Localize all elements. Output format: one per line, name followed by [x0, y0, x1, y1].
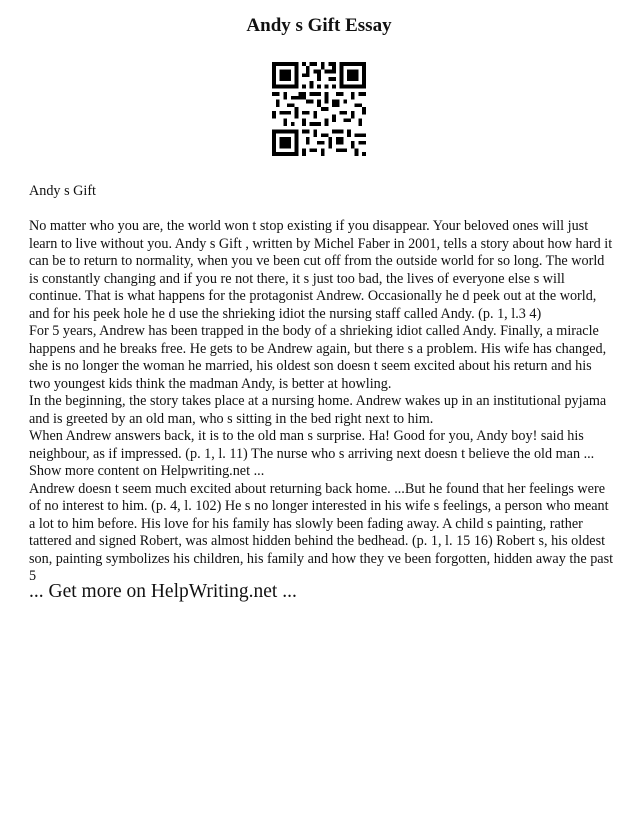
qr-code-icon — [272, 62, 366, 156]
get-more-link[interactable]: ... Get more on HelpWriting.net ... — [29, 581, 297, 602]
paragraph: When Andrew answers back, it is to the old man s surprise. Ha! Good for you, Andy boy! said his neighbour, as if impressed. (p. 1, l. 11) The nurse who s arriving next doesn t believe the old man ... — [29, 428, 595, 462]
document-title: Andy s Gift Essay — [246, 15, 392, 36]
paragraph: Andrew doesn t seem much excited about returning back home. ...But he found that her feelings were of no interest to him. (p. 4, l. 102) He s no longer interested in his wife s feelings, a person who meant a lot to him before. His love for his family has slowly been fading away. A child s painting, rather tattered and signed Robert, was almost hidden behind the bedhead. (p. 1, l. 15 16) Robert s, his oldest son, painting symbolizes his children, his family and how they ve been forgotten, hidden away the past 5 — [29, 480, 614, 584]
paragraph: No matter who you are, the world won t stop existing if you disappear. Your beloved ones will just learn to live without you. Andy s Gift , written by Michel Faber in 2001, tells a story about how hard it can be to return to normality, when you ve been cut off from the outside world for so long. The world is constantly changing and if you re not there, it s just too bad, the lives of everyone else s will continue. That is what happens for the protagonist Andrew. Occasionally he d peek out at the world, and for his peek hole he d use the shrieking idiot the nursing staff called Andy. (p. 1, l.3 4) — [29, 218, 613, 322]
paragraph: In the beginning, the story takes place at a nursing home. Andrew wakes up in an institutional pyjama and is greeted by an old man, who s sitting in the bed right next to him. — [29, 393, 607, 427]
show-more-link[interactable]: Show more content on Helpwriting.net ... — [29, 463, 265, 479]
paragraph: For 5 years, Andrew has been trapped in the body of a shrieking idiot called Andy. Finally, a miracle happens and he breaks free. He gets to be Andrew again, but there s a problem. His wife has changed, she is no longer the woman he married, his oldest son doesn t seem excited about his return and his two youngest kids think the madman Andy, is better at howling. — [29, 323, 607, 392]
document-heading: Andy s Gift — [29, 183, 96, 199]
essay-body — [29, 218, 615, 586]
